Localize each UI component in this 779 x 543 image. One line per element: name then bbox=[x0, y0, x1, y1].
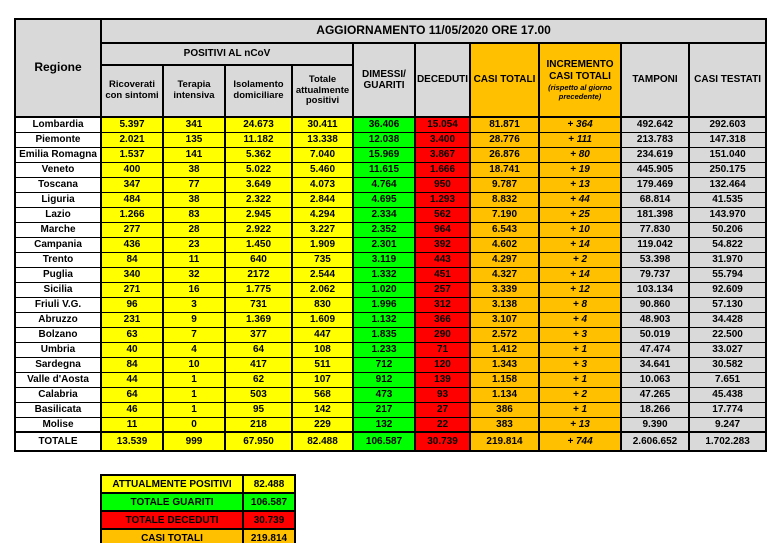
covid-region-table bbox=[14, 18, 767, 452]
tamponi-cell: 90.860 bbox=[621, 297, 689, 312]
totale-positivi-cell: 1.909 bbox=[292, 237, 353, 252]
terapia-cell: 28 bbox=[163, 222, 225, 237]
region-name-cell: Puglia bbox=[15, 267, 101, 282]
incremento-cell: + 111 bbox=[539, 132, 621, 147]
deceduti-cell: 1.293 bbox=[415, 192, 470, 207]
ricoverati-header: Ricoverati con sintomi bbox=[101, 65, 163, 117]
casi-totali-cell: 81.871 bbox=[470, 117, 539, 132]
region-column-header: Regione bbox=[15, 19, 101, 117]
casi-totali-cell: 4.327 bbox=[470, 267, 539, 282]
incremento-header-label: INCREMENTO CASI TOTALI bbox=[546, 59, 614, 82]
totale-positivi-cell: 13.338 bbox=[292, 132, 353, 147]
terapia-cell: 11 bbox=[163, 252, 225, 267]
table-row bbox=[15, 237, 766, 252]
terapia-cell: 7 bbox=[163, 327, 225, 342]
casi-testati-cell: 55.794 bbox=[689, 267, 766, 282]
deceduti-cell: 964 bbox=[415, 222, 470, 237]
isolamento-cell: 11.182 bbox=[225, 132, 292, 147]
terapia-cell: 141 bbox=[163, 147, 225, 162]
ricoverati-cell: 277 bbox=[101, 222, 163, 237]
deceduti-cell: 22 bbox=[415, 417, 470, 432]
table-row bbox=[15, 222, 766, 237]
incremento-cell: + 1 bbox=[539, 372, 621, 387]
terapia-cell: 16 bbox=[163, 282, 225, 297]
deceduti-cell: 93 bbox=[415, 387, 470, 402]
ricoverati-cell: 46 bbox=[101, 402, 163, 417]
table-row bbox=[15, 297, 766, 312]
total-label-cell: TOTALE bbox=[15, 432, 101, 451]
terapia-cell: 23 bbox=[163, 237, 225, 252]
dimessi-guariti-cell: 2.334 bbox=[353, 207, 415, 222]
ricoverati-cell: 11 bbox=[101, 417, 163, 432]
totale-positivi-cell: 830 bbox=[292, 297, 353, 312]
region-name-cell: Campania bbox=[15, 237, 101, 252]
isolamento-cell: 1.450 bbox=[225, 237, 292, 252]
region-name-cell: Piemonte bbox=[15, 132, 101, 147]
casi-totali-cell: 1.343 bbox=[470, 357, 539, 372]
casi-testati-cell: 292.603 bbox=[689, 117, 766, 132]
region-name-cell: Toscana bbox=[15, 177, 101, 192]
totale-positivi-cell: 30.411 bbox=[292, 117, 353, 132]
region-name-cell: Veneto bbox=[15, 162, 101, 177]
casi-totali-cell: 7.190 bbox=[470, 207, 539, 222]
ricoverati-cell: 231 bbox=[101, 312, 163, 327]
tamponi-header: TAMPONI bbox=[621, 43, 689, 117]
region-name-cell: Friuli V.G. bbox=[15, 297, 101, 312]
isolamento-cell: 218 bbox=[225, 417, 292, 432]
ricoverati-cell: 96 bbox=[101, 297, 163, 312]
incremento-cell: + 25 bbox=[539, 207, 621, 222]
terapia-cell: 32 bbox=[163, 267, 225, 282]
table-row bbox=[15, 387, 766, 402]
tamponi-cell: 53.398 bbox=[621, 252, 689, 267]
casi-totali-cell: 28.776 bbox=[470, 132, 539, 147]
tamponi-cell: 18.266 bbox=[621, 402, 689, 417]
totale-positivi-cell: 4.073 bbox=[292, 177, 353, 192]
deceduti-cell: 257 bbox=[415, 282, 470, 297]
terapia-cell: 341 bbox=[163, 117, 225, 132]
totale-positivi-cell: 142 bbox=[292, 402, 353, 417]
positivi-group-header: POSITIVI AL nCoV bbox=[101, 43, 353, 65]
casi-totali-cell: 18.741 bbox=[470, 162, 539, 177]
tamponi-cell: 2.606.652 bbox=[621, 432, 689, 451]
dimessi-guariti-cell: 2.352 bbox=[353, 222, 415, 237]
summary-table bbox=[100, 474, 296, 543]
tamponi-cell: 10.063 bbox=[621, 372, 689, 387]
casi-totali-cell: 3.339 bbox=[470, 282, 539, 297]
dimessi-guariti-cell: 4.695 bbox=[353, 192, 415, 207]
casi-totali-cell: 1.412 bbox=[470, 342, 539, 357]
casi-testati-cell: 45.438 bbox=[689, 387, 766, 402]
casi-totali-header: CASI TOTALI bbox=[470, 43, 539, 117]
ricoverati-cell: 84 bbox=[101, 252, 163, 267]
deceduti-cell: 562 bbox=[415, 207, 470, 222]
totale-positivi-cell: 2.062 bbox=[292, 282, 353, 297]
tamponi-cell: 68.814 bbox=[621, 192, 689, 207]
terapia-cell: 1 bbox=[163, 387, 225, 402]
ricoverati-cell: 1.537 bbox=[101, 147, 163, 162]
table-row bbox=[15, 402, 766, 417]
casi-testati-cell: 132.464 bbox=[689, 177, 766, 192]
table-row bbox=[15, 342, 766, 357]
isolamento-cell: 2.322 bbox=[225, 192, 292, 207]
incremento-cell: + 364 bbox=[539, 117, 621, 132]
dimessi-guariti-cell: 1.996 bbox=[353, 297, 415, 312]
tamponi-cell: 50.019 bbox=[621, 327, 689, 342]
deceduti-cell: 139 bbox=[415, 372, 470, 387]
dimessi-guariti-cell: 1.020 bbox=[353, 282, 415, 297]
summary-value: 106.587 bbox=[243, 493, 295, 511]
casi-testati-cell: 41.535 bbox=[689, 192, 766, 207]
dimessi-guariti-cell: 12.038 bbox=[353, 132, 415, 147]
region-name-cell: Lombardia bbox=[15, 117, 101, 132]
isolamento-cell: 2.922 bbox=[225, 222, 292, 237]
isolamento-cell: 95 bbox=[225, 402, 292, 417]
casi-testati-cell: 92.609 bbox=[689, 282, 766, 297]
terapia-cell: 1 bbox=[163, 372, 225, 387]
deceduti-cell: 120 bbox=[415, 357, 470, 372]
summary-label: ATTUALMENTE POSITIVI bbox=[101, 475, 243, 493]
table-row bbox=[15, 417, 766, 432]
table-row bbox=[15, 252, 766, 267]
casi-testati-cell: 7.651 bbox=[689, 372, 766, 387]
ricoverati-cell: 340 bbox=[101, 267, 163, 282]
totale-positivi-cell: 2.544 bbox=[292, 267, 353, 282]
table-row bbox=[15, 162, 766, 177]
incremento-cell: + 1 bbox=[539, 402, 621, 417]
dimessi-guariti-cell: 712 bbox=[353, 357, 415, 372]
incremento-cell: + 744 bbox=[539, 432, 621, 451]
dimessi-guariti-cell: 132 bbox=[353, 417, 415, 432]
ricoverati-cell: 436 bbox=[101, 237, 163, 252]
casi-testati-cell: 57.130 bbox=[689, 297, 766, 312]
casi-testati-cell: 9.247 bbox=[689, 417, 766, 432]
summary-label: TOTALE GUARITI bbox=[101, 493, 243, 511]
region-name-cell: Sicilia bbox=[15, 282, 101, 297]
casi-totali-cell: 26.876 bbox=[470, 147, 539, 162]
region-name-cell: Umbria bbox=[15, 342, 101, 357]
region-name-cell: Lazio bbox=[15, 207, 101, 222]
table-row bbox=[15, 357, 766, 372]
deceduti-cell: 366 bbox=[415, 312, 470, 327]
region-name-cell: Marche bbox=[15, 222, 101, 237]
summary-label: TOTALE DECEDUTI bbox=[101, 511, 243, 529]
casi-totali-cell: 9.787 bbox=[470, 177, 539, 192]
summary-label: CASI TOTALI bbox=[101, 529, 243, 543]
table-row bbox=[15, 312, 766, 327]
dimessi-guariti-cell: 36.406 bbox=[353, 117, 415, 132]
incremento-cell: + 44 bbox=[539, 192, 621, 207]
casi-testati-cell: 250.175 bbox=[689, 162, 766, 177]
totale-positivi-cell: 229 bbox=[292, 417, 353, 432]
ricoverati-cell: 271 bbox=[101, 282, 163, 297]
summary-row-casi-totali bbox=[101, 529, 295, 543]
deceduti-cell: 392 bbox=[415, 237, 470, 252]
dimessi-guariti-cell: 912 bbox=[353, 372, 415, 387]
casi-totali-cell: 4.297 bbox=[470, 252, 539, 267]
isolamento-cell: 62 bbox=[225, 372, 292, 387]
ricoverati-cell: 40 bbox=[101, 342, 163, 357]
isolamento-cell: 377 bbox=[225, 327, 292, 342]
incremento-cell: + 14 bbox=[539, 267, 621, 282]
summary-value: 82.488 bbox=[243, 475, 295, 493]
deceduti-cell: 443 bbox=[415, 252, 470, 267]
casi-testati-cell: 151.040 bbox=[689, 147, 766, 162]
deceduti-cell: 312 bbox=[415, 297, 470, 312]
tamponi-cell: 445.905 bbox=[621, 162, 689, 177]
terapia-cell: 0 bbox=[163, 417, 225, 432]
terapia-cell: 9 bbox=[163, 312, 225, 327]
ricoverati-cell: 63 bbox=[101, 327, 163, 342]
casi-testati-cell: 30.582 bbox=[689, 357, 766, 372]
casi-totali-cell: 383 bbox=[470, 417, 539, 432]
summary-row-totale-guariti bbox=[101, 493, 295, 511]
terapia-cell: 83 bbox=[163, 207, 225, 222]
deceduti-cell: 1.666 bbox=[415, 162, 470, 177]
total-row bbox=[15, 432, 766, 451]
deceduti-cell: 451 bbox=[415, 267, 470, 282]
ricoverati-cell: 1.266 bbox=[101, 207, 163, 222]
incremento-cell: + 19 bbox=[539, 162, 621, 177]
totale-positivi-cell: 108 bbox=[292, 342, 353, 357]
casi-testati-cell: 54.822 bbox=[689, 237, 766, 252]
isolamento-cell: 2.945 bbox=[225, 207, 292, 222]
table-row bbox=[15, 147, 766, 162]
incremento-cell: + 1 bbox=[539, 342, 621, 357]
casi-totali-cell: 3.107 bbox=[470, 312, 539, 327]
isolamento-cell: 1.775 bbox=[225, 282, 292, 297]
casi-testati-cell: 17.774 bbox=[689, 402, 766, 417]
casi-testati-header: CASI TESTATI bbox=[689, 43, 766, 117]
casi-testati-cell: 1.702.283 bbox=[689, 432, 766, 451]
incremento-cell: + 12 bbox=[539, 282, 621, 297]
tamponi-cell: 47.474 bbox=[621, 342, 689, 357]
summary-value: 30.739 bbox=[243, 511, 295, 529]
casi-testati-cell: 34.428 bbox=[689, 312, 766, 327]
terapia-cell: 135 bbox=[163, 132, 225, 147]
incremento-cell: + 3 bbox=[539, 357, 621, 372]
incremento-cell: + 2 bbox=[539, 387, 621, 402]
deceduti-cell: 3.400 bbox=[415, 132, 470, 147]
dimessi-guariti-cell: 217 bbox=[353, 402, 415, 417]
region-name-cell: Trento bbox=[15, 252, 101, 267]
casi-totali-cell: 386 bbox=[470, 402, 539, 417]
dimessi-guariti-cell: 1.132 bbox=[353, 312, 415, 327]
deceduti-cell: 30.739 bbox=[415, 432, 470, 451]
incremento-cell: + 2 bbox=[539, 252, 621, 267]
dimessi-guariti-cell: 11.615 bbox=[353, 162, 415, 177]
ricoverati-cell: 347 bbox=[101, 177, 163, 192]
terapia-cell: 999 bbox=[163, 432, 225, 451]
dimessi-guariti-cell: 3.119 bbox=[353, 252, 415, 267]
table-row bbox=[15, 132, 766, 147]
isolamento-cell: 67.950 bbox=[225, 432, 292, 451]
casi-testati-cell: 31.970 bbox=[689, 252, 766, 267]
table-row bbox=[15, 192, 766, 207]
totale-positivi-cell: 3.227 bbox=[292, 222, 353, 237]
tamponi-cell: 77.830 bbox=[621, 222, 689, 237]
tamponi-cell: 179.469 bbox=[621, 177, 689, 192]
ricoverati-cell: 5.397 bbox=[101, 117, 163, 132]
incremento-header-note: (rispetto al giorno precedente) bbox=[548, 83, 612, 101]
casi-totali-cell: 1.134 bbox=[470, 387, 539, 402]
deceduti-header: DECEDUTI bbox=[415, 43, 470, 117]
casi-testati-cell: 33.027 bbox=[689, 342, 766, 357]
casi-totali-cell: 1.158 bbox=[470, 372, 539, 387]
incremento-cell: + 80 bbox=[539, 147, 621, 162]
incremento-header bbox=[539, 43, 621, 117]
isolamento-cell: 1.369 bbox=[225, 312, 292, 327]
table-row bbox=[15, 207, 766, 222]
tamponi-cell: 79.737 bbox=[621, 267, 689, 282]
region-name-cell: Basilicata bbox=[15, 402, 101, 417]
ricoverati-cell: 44 bbox=[101, 372, 163, 387]
dimessi-guariti-cell: 1.332 bbox=[353, 267, 415, 282]
ricoverati-cell: 13.539 bbox=[101, 432, 163, 451]
totale-positivi-cell: 511 bbox=[292, 357, 353, 372]
table-row bbox=[15, 282, 766, 297]
tamponi-cell: 48.903 bbox=[621, 312, 689, 327]
terapia-cell: 38 bbox=[163, 192, 225, 207]
incremento-cell: + 8 bbox=[539, 297, 621, 312]
deceduti-cell: 3.867 bbox=[415, 147, 470, 162]
isolamento-cell: 5.022 bbox=[225, 162, 292, 177]
tamponi-cell: 181.398 bbox=[621, 207, 689, 222]
terapia-cell: 3 bbox=[163, 297, 225, 312]
totale-positivi-cell: 7.040 bbox=[292, 147, 353, 162]
incremento-cell: + 13 bbox=[539, 177, 621, 192]
incremento-cell: + 3 bbox=[539, 327, 621, 342]
isolamento-cell: 3.649 bbox=[225, 177, 292, 192]
region-name-cell: Liguria bbox=[15, 192, 101, 207]
dimessi-guariti-header: DIMESSI/ GUARITI bbox=[353, 43, 415, 117]
casi-totali-cell: 219.814 bbox=[470, 432, 539, 451]
casi-testati-cell: 50.206 bbox=[689, 222, 766, 237]
dimessi-guariti-cell: 1.233 bbox=[353, 342, 415, 357]
ricoverati-cell: 64 bbox=[101, 387, 163, 402]
incremento-cell: + 10 bbox=[539, 222, 621, 237]
isolamento-cell: 2172 bbox=[225, 267, 292, 282]
tamponi-cell: 234.619 bbox=[621, 147, 689, 162]
totale-positivi-cell: 735 bbox=[292, 252, 353, 267]
isolamento-cell: 503 bbox=[225, 387, 292, 402]
deceduti-cell: 950 bbox=[415, 177, 470, 192]
table-row bbox=[15, 372, 766, 387]
casi-testati-cell: 143.970 bbox=[689, 207, 766, 222]
isolamento-header: Isolamento domiciliare bbox=[225, 65, 292, 117]
totale-positivi-cell: 447 bbox=[292, 327, 353, 342]
summary-row-totale-deceduti bbox=[101, 511, 295, 529]
tamponi-cell: 119.042 bbox=[621, 237, 689, 252]
table-row bbox=[15, 327, 766, 342]
summary-row-attualmente-positivi bbox=[101, 475, 295, 493]
casi-testati-cell: 147.318 bbox=[689, 132, 766, 147]
casi-totali-cell: 2.572 bbox=[470, 327, 539, 342]
table-body bbox=[15, 117, 766, 451]
terapia-cell: 10 bbox=[163, 357, 225, 372]
tamponi-cell: 34.641 bbox=[621, 357, 689, 372]
isolamento-cell: 417 bbox=[225, 357, 292, 372]
totale-positivi-cell: 568 bbox=[292, 387, 353, 402]
dimessi-guariti-cell: 1.835 bbox=[353, 327, 415, 342]
terapia-cell: 1 bbox=[163, 402, 225, 417]
table-row bbox=[15, 177, 766, 192]
summary-value: 219.814 bbox=[243, 529, 295, 543]
table-header bbox=[15, 19, 766, 117]
table-row bbox=[15, 117, 766, 132]
region-name-cell: Sardegna bbox=[15, 357, 101, 372]
tamponi-cell: 213.783 bbox=[621, 132, 689, 147]
region-name-cell: Emilia Romagna bbox=[15, 147, 101, 162]
dimessi-guariti-cell: 2.301 bbox=[353, 237, 415, 252]
isolamento-cell: 24.673 bbox=[225, 117, 292, 132]
region-name-cell: Bolzano bbox=[15, 327, 101, 342]
dimessi-guariti-cell: 15.969 bbox=[353, 147, 415, 162]
table-row bbox=[15, 267, 766, 282]
dimessi-guariti-cell: 106.587 bbox=[353, 432, 415, 451]
deceduti-cell: 15.054 bbox=[415, 117, 470, 132]
tamponi-cell: 103.134 bbox=[621, 282, 689, 297]
isolamento-cell: 731 bbox=[225, 297, 292, 312]
totale-positivi-cell: 5.460 bbox=[292, 162, 353, 177]
totale-positivi-cell: 1.609 bbox=[292, 312, 353, 327]
update-title: AGGIORNAMENTO 11/05/2020 ORE 17.00 bbox=[101, 19, 766, 43]
totale-positivi-cell: 82.488 bbox=[292, 432, 353, 451]
totale-positivi-cell: 4.294 bbox=[292, 207, 353, 222]
dimessi-guariti-cell: 4.764 bbox=[353, 177, 415, 192]
region-name-cell: Abruzzo bbox=[15, 312, 101, 327]
region-name-cell: Valle d'Aosta bbox=[15, 372, 101, 387]
casi-totali-cell: 3.138 bbox=[470, 297, 539, 312]
isolamento-cell: 64 bbox=[225, 342, 292, 357]
deceduti-cell: 290 bbox=[415, 327, 470, 342]
isolamento-cell: 640 bbox=[225, 252, 292, 267]
tamponi-cell: 492.642 bbox=[621, 117, 689, 132]
ricoverati-cell: 400 bbox=[101, 162, 163, 177]
terapia-cell: 77 bbox=[163, 177, 225, 192]
terapia-intensiva-header: Terapia intensiva bbox=[163, 65, 225, 117]
casi-totali-cell: 4.602 bbox=[470, 237, 539, 252]
dimessi-guariti-cell: 473 bbox=[353, 387, 415, 402]
ricoverati-cell: 2.021 bbox=[101, 132, 163, 147]
terapia-cell: 38 bbox=[163, 162, 225, 177]
tamponi-cell: 47.265 bbox=[621, 387, 689, 402]
region-name-cell: Molise bbox=[15, 417, 101, 432]
tamponi-cell: 9.390 bbox=[621, 417, 689, 432]
ricoverati-cell: 84 bbox=[101, 357, 163, 372]
isolamento-cell: 5.362 bbox=[225, 147, 292, 162]
deceduti-cell: 27 bbox=[415, 402, 470, 417]
terapia-cell: 4 bbox=[163, 342, 225, 357]
region-name-cell: Calabria bbox=[15, 387, 101, 402]
casi-totali-cell: 8.832 bbox=[470, 192, 539, 207]
totale-positivi-cell: 2.844 bbox=[292, 192, 353, 207]
incremento-cell: + 14 bbox=[539, 237, 621, 252]
totale-positivi-cell: 107 bbox=[292, 372, 353, 387]
totale-positivi-header: Totale attualmente positivi bbox=[292, 65, 353, 117]
incremento-cell: + 4 bbox=[539, 312, 621, 327]
deceduti-cell: 71 bbox=[415, 342, 470, 357]
ricoverati-cell: 484 bbox=[101, 192, 163, 207]
incremento-cell: + 13 bbox=[539, 417, 621, 432]
casi-testati-cell: 22.500 bbox=[689, 327, 766, 342]
casi-totali-cell: 6.543 bbox=[470, 222, 539, 237]
